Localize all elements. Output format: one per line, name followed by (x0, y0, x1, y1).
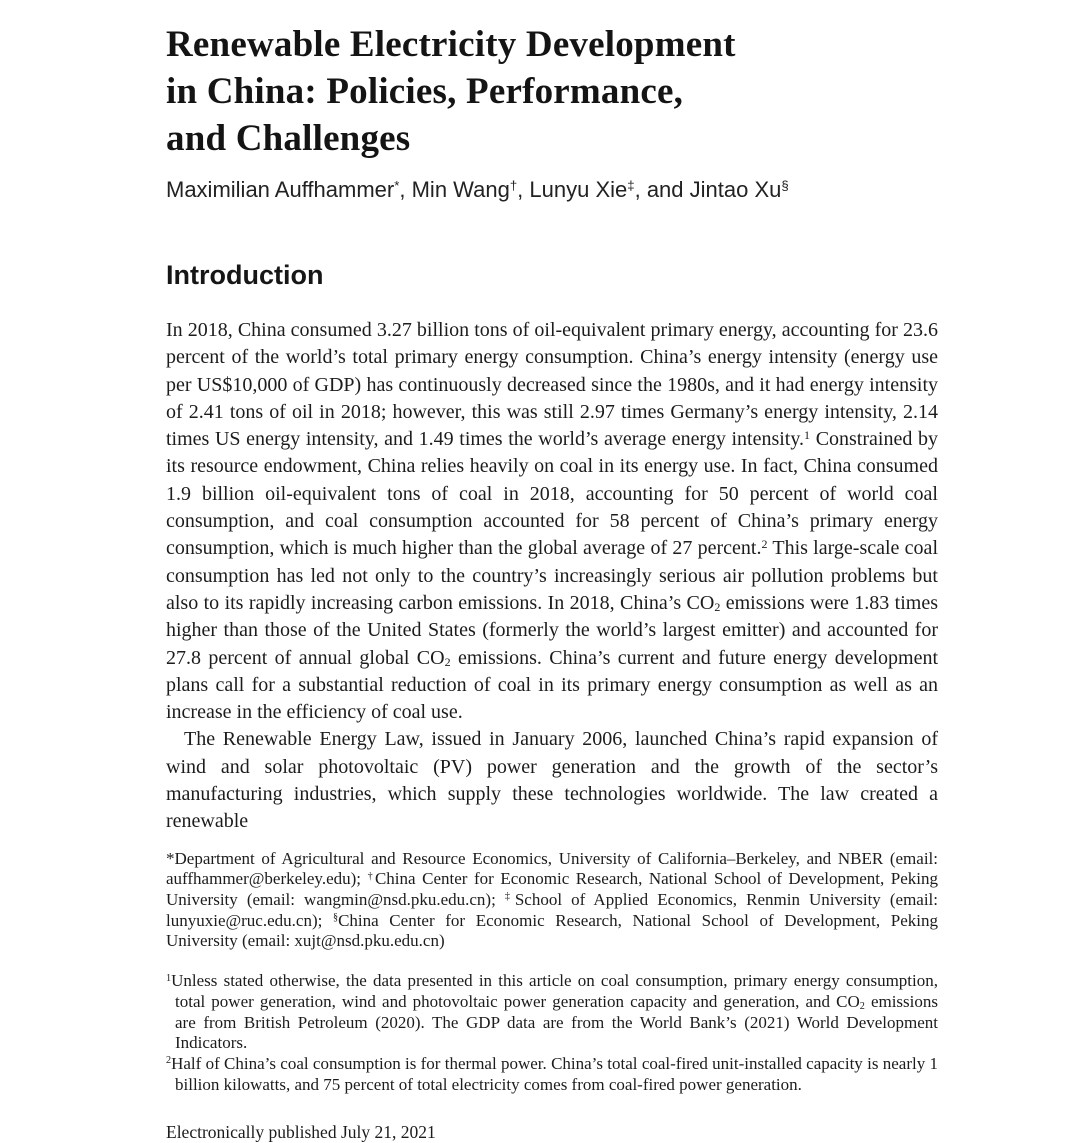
author-name: , and Jintao Xu (634, 177, 782, 202)
introduction-body (166, 317, 938, 836)
article-title (166, 21, 938, 162)
affiliation-segment: *Department of Agricultural and Resource Economics, University of California–Berkeley, and NBER (email: auffhammer@berkeley.edu); (166, 848, 938, 889)
paragraph-text: This large-scale coal consumption has led not only to the country’s increasingly serious air pollution problems but also to its rapidly increasing carbon emissions. In 2018, China’s CO (166, 537, 938, 614)
author-name: , Lunyu Xie (517, 177, 628, 202)
section-mark: § (332, 912, 339, 924)
published-note: Electronically published July 21, 2021 (166, 1122, 436, 1143)
title-line-1: Renewable Electricity Development (166, 24, 736, 65)
footnote-2 (166, 1054, 938, 1095)
footnote-2-number: 2 (166, 1055, 172, 1067)
co2-subscript: 2 (714, 600, 721, 615)
title-line-3: and Challenges (166, 118, 411, 159)
footnote-text: Unless stated otherwise, the data presented in this article on coal consumption, primary energy consumption, total power generation, wind and photovoltaic power generation capacity and generation, and CO (171, 971, 938, 1011)
intro-paragraph-2: The Renewable Energy Law, issued in January 2006, launched China’s rapid expansion of wind and solar photovoltaic (PV) power generation and the growth of the sector’s manufacturing industries, which supply these technologies worldwide. The law created a renewable (166, 728, 938, 833)
author-name: Maximilian Auffhammer (166, 177, 395, 202)
affiliation-segment: School of Applied Economics, Renmin University (email: lunyuxie@ruc.edu.cn); (166, 890, 939, 930)
dagger-mark: † (367, 870, 375, 882)
footnotes (166, 971, 938, 1095)
paragraph-text: emissions. China’s current and future energy development plans call for a substantial reduction of coal in its primary energy consumption as well as an increase in the efficiency of coal use. (166, 646, 939, 724)
footnote-1 (166, 971, 938, 1054)
author-line (166, 176, 938, 203)
intro-paragraph-1 (166, 317, 938, 726)
double-dagger-mark: ‡ (504, 891, 515, 903)
author-footnote-mark: * (394, 177, 400, 193)
paragraph-text: Constrained by its resource endowment, China relies heavily on coal in its energy use. In fact, China consumed 1.9 billion oil-equivalent tons of coal in 2018, accounting for 50 percent of world coal consumption, and coal consumption accounted for 58 percent of China’s primary energy consumption, which is much higher than the global average of 27 percent. (166, 428, 938, 560)
affiliation-segment: China Center for Economic Research, National School of Development, Peking University (email: xujt@nsd.pku.edu.cn) (166, 910, 938, 951)
paragraph-text: In 2018, China consumed 3.27 billion tons of oil-equivalent primary energy, accounting for 23.6 percent of the world’s total primary energy consumption. China’s energy intensity (energy use per US$10,000 of GDP) has continuously decreased since the 1980s, and it had energy intensity of 2.41 tons of oil in 2018; however, this was still 2.97 times Germany’s energy intensity, 2.14 times US energy intensity, and 1.49 times the world’s average energy intensity. (166, 319, 938, 451)
author-footnote-mark: § (781, 177, 789, 193)
footnote-ref-2: 2 (761, 536, 768, 551)
co2-subscript: 2 (859, 1000, 865, 1012)
affiliation-text (166, 849, 938, 953)
section-heading-introduction: Introduction (166, 260, 324, 290)
author-footnote-mark: ‡ (627, 177, 635, 193)
author-name: , Min Wang (399, 177, 510, 202)
co2-subscript: 2 (444, 654, 451, 669)
affiliations-note (166, 849, 938, 953)
footnote-text: emissions are from British Petroleum (2020). The GDP data are from the World Bank’s (2021) World Development Indicators. (175, 991, 939, 1053)
title-line-2: in China: Policies, Performance, (166, 71, 684, 112)
text-column (166, 0, 938, 1143)
paragraph-text: emissions were 1.83 times higher than those of the United States (formerly the world’s largest emitter) and accounted for 27.8 percent of annual global CO (166, 591, 938, 669)
affiliation-segment: China Center for Economic Research, National School of Development, Peking University (email: wangmin@nsd.pku.edu.cn); (166, 869, 939, 910)
footnote-text: Half of China’s coal consumption is for thermal power. China’s total coal-fired unit-installed capacity is nearly 1 billion kilowatts, and 75 percent of total electricity comes from coal-fired power generation. (171, 1053, 938, 1094)
footnote-1-number: 1 (166, 972, 172, 984)
footnote-ref-1: 1 (804, 427, 811, 442)
author-footnote-mark: † (509, 177, 518, 193)
